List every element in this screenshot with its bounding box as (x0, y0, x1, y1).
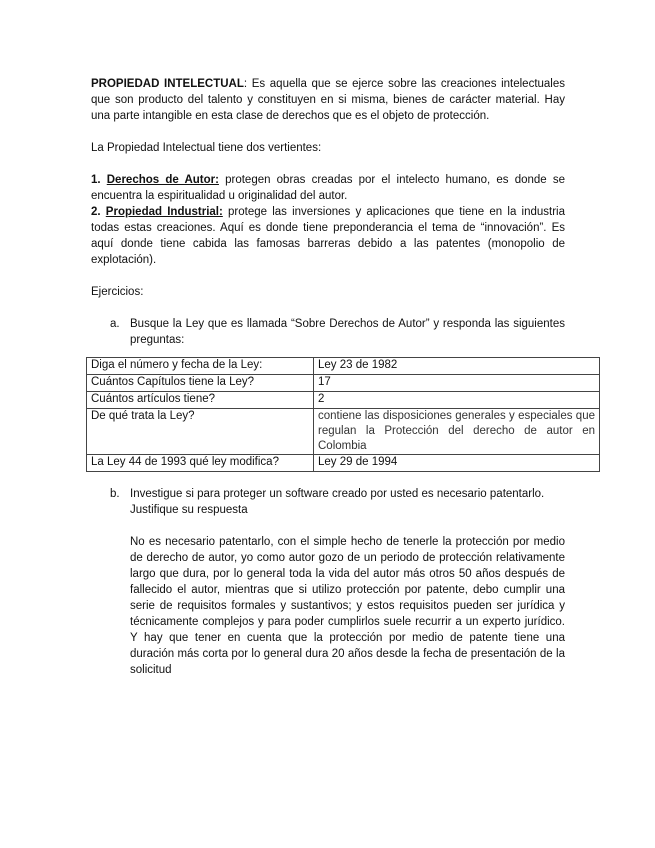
vertiente-title: Propiedad Industrial: (105, 206, 223, 218)
vertientes-intro: La Propiedad Intelectual tiene dos vertientes: (91, 142, 322, 154)
answer-b-paragraph: No es necesario patentarlo, con el simple hecho de tenerle la protección por medio de derecho de autor, yo como autor gozo de un periodo de protección relativamente largo que dura, por lo general toda la vida del autor más otros 50 años después de fallecido el autor, mientras que si utilizo protección por patente, debo cumplir una serie de requisitos formales y sustantivos; y estos requisitos pueden ser jurídica y técnicamente complejos y para poder cumplirlos suele recurrir a un experto jurídico. Y hay que tener en cuenta que la protección por medio de patente tiene una duración más corta por lo general dura 20 años desde la fecha de presentación de la solicitud (130, 536, 565, 676)
table-row (87, 392, 600, 409)
vertiente-text: protegen obras creadas por el intelecto humano, es donde se encuentra la espiritualidad u originalidad del autor. (91, 174, 565, 202)
table-cell-answer: 2 (314, 392, 600, 409)
vertiente-item (91, 172, 565, 204)
intro-text: : Es aquella que se ejerce sobre las creaciones intelectuales que son producto del talento y constituyen en si misma, bienes de carácter material. Hay una parte intangible en esta clase de derechos que es el objeto de protección. (91, 78, 566, 122)
table-cell-question: La Ley 44 de 1993 qué ley modifica? (87, 455, 314, 472)
exercise-b (110, 486, 565, 518)
vertiente-number: 2. (91, 206, 101, 218)
table-row (87, 409, 600, 455)
vertiente-title: Derechos de Autor: (106, 174, 219, 186)
ejercicios-label: Ejercicios: (91, 286, 144, 298)
exercise-b-text: Investigue si para proteger un software creado por usted es necesario patentarlo. Justifique su respuesta (130, 488, 545, 516)
intro-heading: PROPIEDAD INTELECTUAL (91, 78, 244, 90)
table-cell-question: Diga el número y fecha de la Ley: (87, 358, 314, 375)
exercise-a (110, 316, 565, 348)
intro-paragraph (91, 76, 565, 124)
exercise-a-marker: a. (110, 318, 120, 330)
exercise-b-marker: b. (110, 488, 120, 500)
law-table (86, 357, 600, 472)
table-cell-answer: contiene las disposiciones generales y especiales que regulan la Protección del derecho de autor en Colombia (314, 409, 600, 455)
table-cell-question: De qué trata la Ley? (87, 409, 314, 455)
table-row (87, 358, 600, 375)
exercise-a-text: Busque la Ley que es llamada “Sobre Derechos de Autor” y responda las siguientes preguntas: (130, 318, 565, 346)
table-row (87, 375, 600, 392)
table-cell-question: Cuántos Capítulos tiene la Ley? (87, 375, 314, 392)
vertiente-number: 1. (91, 174, 101, 186)
table-cell-answer: 17 (314, 375, 600, 392)
table-cell-answer: Ley 29 de 1994 (314, 455, 600, 472)
table-row (87, 455, 600, 472)
table-cell-question: Cuántos artículos tiene? (87, 392, 314, 409)
vertiente-text: protege las inversiones y aplicaciones que tiene en la industria todas estas creaciones. Aquí es donde tiene preponderancia el tema de “innovación”. Es aquí donde tiene cabida las famosas barreras debido a las patentes (monopolio de explotación). (91, 206, 565, 266)
vertiente-item (91, 204, 565, 268)
table-cell-answer: Ley 23 de 1982 (314, 358, 600, 375)
